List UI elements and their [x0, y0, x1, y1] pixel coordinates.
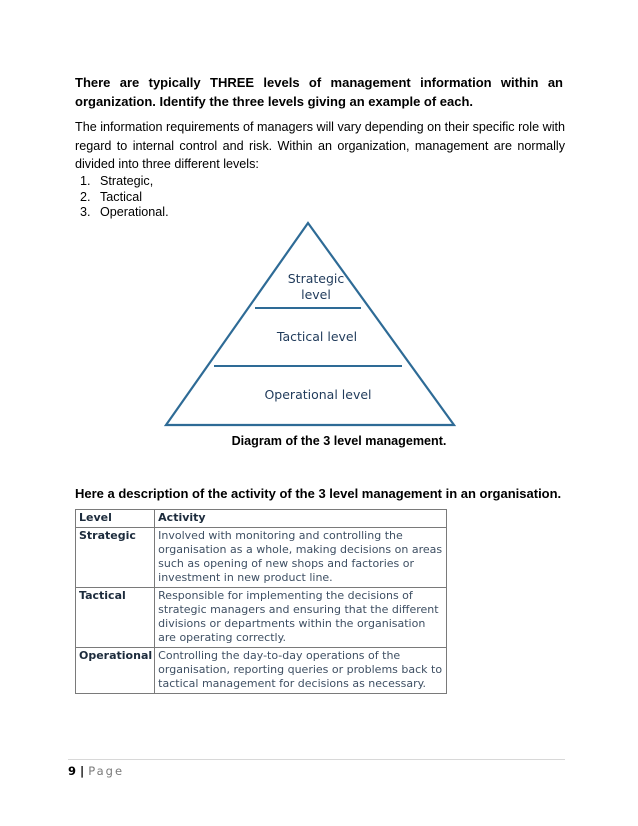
row-level: Operational [76, 648, 155, 694]
footer-separator: | [80, 764, 85, 778]
row-level: Tactical [76, 588, 155, 648]
pyramid-strategic-label-line1: Strategic [287, 271, 345, 286]
pyramid-tactical-label: Tactical level [276, 329, 358, 344]
levels-list [80, 174, 169, 221]
intro-paragraph: The information requirements of managers will vary depending on their specific role with regard to internal control and risk. Within an organization, management are normally divided into three different levels: [75, 120, 565, 171]
question-line-2: organization. Identify the three levels giving an example of each. [75, 94, 474, 109]
header-activity: Activity [155, 510, 447, 528]
row-level: Strategic [76, 528, 155, 588]
table-row [76, 648, 447, 694]
page-label: Page [88, 764, 125, 778]
pyramid-operational-label: Operational level [264, 387, 372, 402]
pyramid-strategic-label-line2: level [301, 287, 331, 302]
table-header-row [76, 510, 447, 528]
list-number: 2. [80, 189, 91, 204]
list-label: Strategic, [100, 174, 154, 188]
footer-divider [68, 759, 565, 760]
list-label: Operational. [100, 205, 169, 219]
list-item [80, 190, 169, 206]
list-number: 3. [80, 205, 91, 219]
list-label: Tactical [100, 189, 142, 204]
table-row [76, 588, 447, 648]
row-activity: Controlling the day-to-day operations of the organisation, reporting queries or problems back to tactical management for decisions as necessary. [155, 648, 447, 694]
caption-text: Diagram of the 3 level management. [231, 434, 447, 448]
page-footer [68, 764, 124, 778]
list-item [80, 174, 169, 190]
activity-table [75, 509, 447, 694]
page-number: 9 [68, 764, 77, 778]
question-line-1: There are typically THREE levels of management information within an [75, 75, 563, 90]
header-level: Level [76, 510, 155, 528]
question-heading [75, 73, 563, 111]
row-activity: Responsible for implementing the decisions of strategic managers and ensuring that the different divisions or departments within the organisation are operating correctly. [155, 588, 447, 648]
management-pyramid-diagram [160, 220, 460, 430]
table-row [76, 528, 447, 588]
list-number: 1. [80, 174, 91, 188]
diagram-caption [0, 434, 638, 448]
list-item [80, 205, 169, 221]
row-activity: Involved with monitoring and controlling the organisation as a whole, making decisions on areas such as opening of new shops and factories or investment in new product line. [155, 528, 447, 588]
table-intro: Here a description of the activity of the 3 level management in an organisation. [75, 486, 562, 501]
